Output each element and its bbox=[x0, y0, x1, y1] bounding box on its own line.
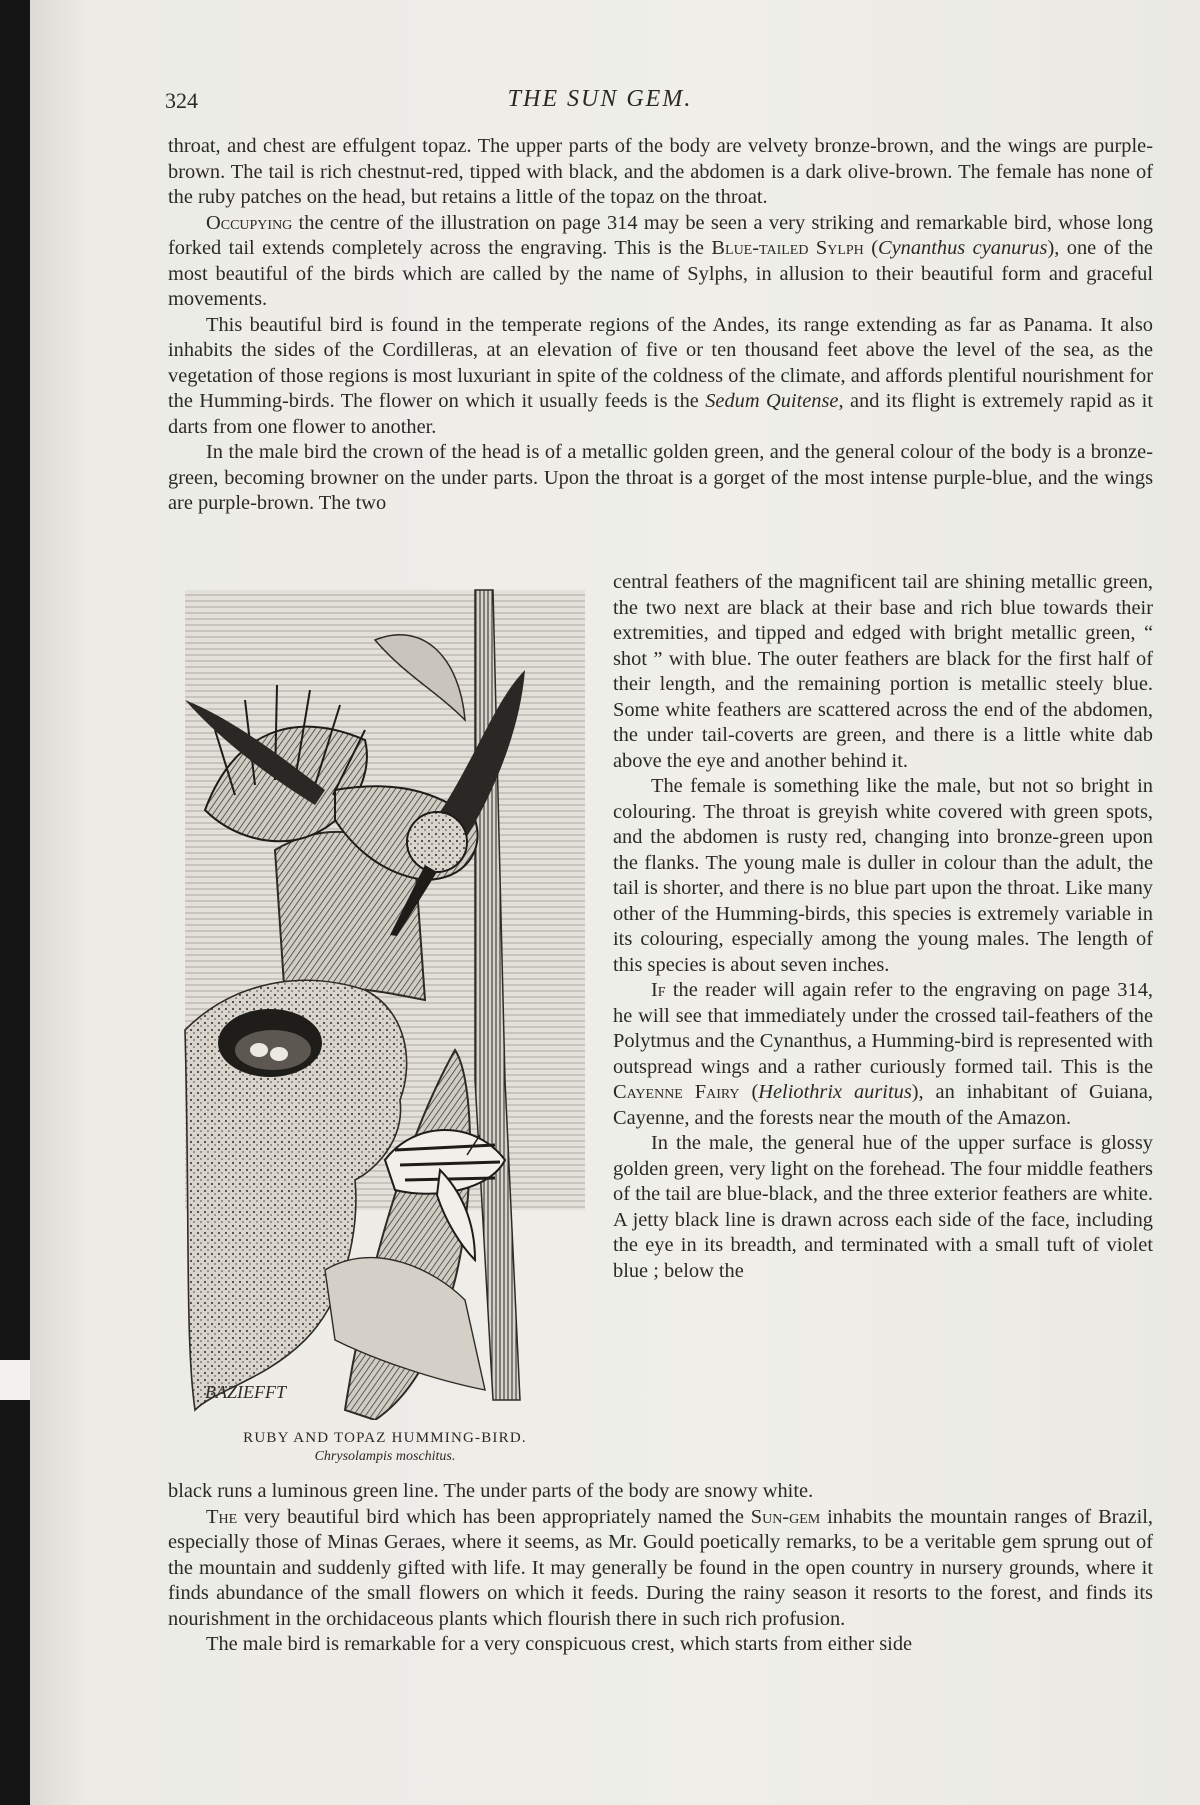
text-run: This beautiful bird is found in the temperate regions of the Andes, its range extending as far as Panama. It also inhabits the sides of the Cordilleras, at an elevation of five or ten thousand feet above the level of the sea, as the vegetation of those regions is most luxuriant in spite of the coldness of the climate, and affords plentiful nourishment for the Humming-birds. The flower on which it usually feeds is the bbox=[168, 313, 1153, 412]
text-run: central feathers of the magnificent tail are shining metallic green, the two next are black at their base and rich blue towards their extremities, and tipped and edged with bright metallic green, “ shot ” with blue. The outer feathers are black for the first half of their length, and the remaining portion is metallic steely blue. Some white feathers are scattered across the end of the abdomen, the under tail-coverts are green, and there is a little white dab above the eye and another behind it. bbox=[613, 571, 1153, 772]
text-run: In the male, the general hue of the upper surface is glossy golden green, very light on the forehead. The four middle feathers of the tail are blue-black, and the three exterior feathers are white. A jetty black line is drawn across each side of the face, including the eye in its breadth, and terminated with a small tuft of violet blue ; below the bbox=[613, 1132, 1153, 1282]
small-caps-text: Cayenne Fairy bbox=[613, 1081, 740, 1103]
small-caps-text: If bbox=[651, 979, 666, 1001]
hummingbird-engraving bbox=[175, 580, 595, 1420]
caption-species: Chrysolampis moschitus. bbox=[314, 1449, 456, 1464]
text-run: the reader will again refer to the engraving on page 314, he will see that immediately under the crossed tail-feathers of the Polytmus and the Cynanthus, a Humming-bird is represented with outspread wings and a rather curiously formed tail. This is the bbox=[613, 979, 1153, 1078]
text-run: black runs a luminous green line. The under parts of the body are snowy white. bbox=[168, 1480, 814, 1502]
small-caps-text: Blue-tailed Sylph bbox=[711, 237, 864, 259]
text-run: The female is something like the male, but not so bright in colouring. The throat is greyish white covered with green spots, and the abdomen is rusty red, changing into bronze-green upon the flanks. The young male is duller in colour than the adult, the tail is shorter, and there is no blue part upon the throat. Like many other of the Humming-birds, this species is extremely variable in its colouring, especially among the young males. The length of this species is about seven inches. bbox=[613, 775, 1153, 976]
paragraph bbox=[168, 313, 1153, 441]
paragraph bbox=[168, 440, 1153, 517]
top-text-block bbox=[168, 134, 1153, 517]
bottom-text-block bbox=[168, 1479, 1153, 1658]
text-run: the centre of the illustration on page 314 may be seen a very striking and remarkable bird, whose long forked tail extends completely across the engraving. This is the bbox=[168, 211, 1153, 259]
scan-left-edge bbox=[0, 0, 30, 1805]
figure-caption bbox=[170, 1430, 600, 1465]
page-number: 324 bbox=[165, 88, 198, 113]
paragraph bbox=[168, 134, 1153, 211]
small-caps-text: The bbox=[206, 1505, 238, 1528]
paragraph bbox=[613, 774, 1153, 978]
text-run: , and its flight is extremely rapid as it darts from one flower to another. bbox=[168, 390, 1153, 438]
text-run: throat, and chest are effulgent topaz. The upper parts of the body are velvety bronze-brown, and the wings are purple-brown. The tail is rich chestnut-red, tipped with black, and the abdomen is a dark olive-brown. The female has none of the ruby patches on the head, but retains a little of the topaz on the throat. bbox=[168, 135, 1153, 208]
paragraph bbox=[168, 211, 1153, 313]
text-run: very beautiful bird which has been appropriately named the bbox=[237, 1505, 751, 1528]
text-run: ( bbox=[739, 1081, 759, 1103]
side-text-column bbox=[613, 570, 1153, 1284]
italic-text: Sedum Quitense bbox=[705, 390, 839, 412]
paragraph bbox=[168, 1505, 1153, 1633]
small-caps-text: Sun-gem bbox=[750, 1505, 821, 1528]
text-run: The male bird is remarkable for a very conspicuous crest, which starts from either side bbox=[206, 1633, 913, 1655]
paragraph bbox=[613, 570, 1153, 774]
paragraph bbox=[168, 1479, 1153, 1505]
small-caps-text: Occupying bbox=[206, 211, 293, 234]
paragraph bbox=[613, 978, 1153, 1131]
italic-text: Heliothrix auritus bbox=[758, 1081, 912, 1103]
engraving-figure bbox=[175, 580, 595, 1420]
text-run: ), an inhabitant of Guiana, Cayenne, and the forests near the mouth of the Amazon. bbox=[613, 1081, 1154, 1129]
paragraph bbox=[168, 1632, 1153, 1658]
caption-title: RUBY AND TOPAZ HUMMING-BIRD. bbox=[243, 1430, 527, 1446]
text-run: inhabits the mountain ranges of Brazil, especially those of Minas Geraes, where it seems, as Mr. Gould poetically remarks, to be a veritable gem sprung out of the mountain and suddenly gifted with life. It may generally be found in the open country in nursery grounds, where it finds abundance of the small flowers on which it feeds. During the rainy season it resorts to the forest, and finds its nourishment in the orchidaceous plants which flourish there in such rich profusion. bbox=[168, 1505, 1153, 1630]
italic-text: Cynanthus cyanurus bbox=[878, 237, 1048, 259]
running-title: THE SUN GEM. bbox=[507, 86, 693, 112]
text-run: In the male bird the crown of the head is of a metallic golden green, and the general colour of the body is a bronze-green, becoming browner on the under parts. Upon the throat is a gorget of the most intense purple-blue, and the wings are purple-brown. The two bbox=[168, 441, 1153, 514]
text-run: ( bbox=[863, 237, 879, 259]
paragraph bbox=[613, 1131, 1153, 1284]
engraver-signature: BAZIEFFT bbox=[205, 1382, 286, 1402]
text-run: ), one of the most beautiful of the birds which are called by the name of Sylphs, in allusion to their beautiful form and graceful movements. bbox=[168, 237, 1153, 310]
